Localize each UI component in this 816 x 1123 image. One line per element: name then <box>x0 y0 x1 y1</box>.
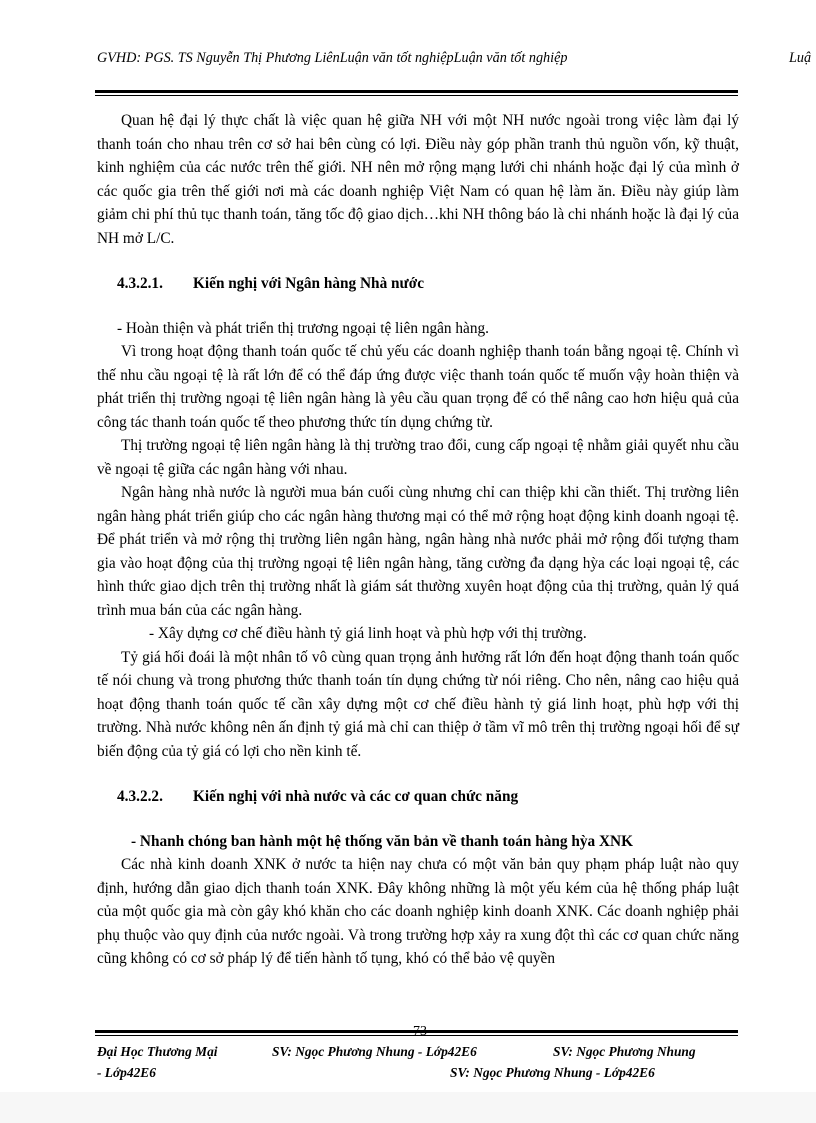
section-heading-4-3-2-2 <box>117 785 739 809</box>
paragraph-state-bank-role: Ngân hàng nhà nước là người mua bán cuối cùng nhưng chỉ can thiệp khi cần thiết. Thị trường liên ngân hàng phát triển giúp cho các ngân hàng thương mại có thể mở rộng hoạt động kinh doanh ngoại tệ. Để phát triển và mở rộng thị trường liên ngân hàng, ngân hàng nhà nước phải mở rộng đối tượng tham gia vào hoạt động của thị trường ngoại tệ liên ngân hàng, tăng cường đa dạng hỳa các loại ngoại tệ, các hình thức giao dịch trên thị trường nhất là giám sát thường xuyên hoạt động của thị trường, quản lý quá trình mua bán của các ngân hàng. <box>97 484 739 619</box>
paragraph-exchange-rate: Tỷ giá hối đoái là một nhân tố vô cùng quan trọng ảnh hưởng rất lớn đến hoạt động thanh toán quốc tế nói chung và trong phương thức thanh toán tín dụng chứng từ nói riêng. Cho nên, nâng cao hiệu quả hoạt động thanh toán quốc tế cần xây dựng một cơ chế điều hành tỷ giá linh hoạt, phù hợp với thị trường. Nhà nước không nên ấn định tỷ giá mà chỉ can thiệp ở tầm vĩ mô trên thị trường ngoại hối để sự biến động của tỷ giá có lợi cho nền kinh tế. <box>97 648 739 760</box>
paragraph-interbank-definition: Thị trường ngoại tệ liên ngân hàng là thị trường trao đổi, cung cấp ngoại tệ nhằm giải quyết nhu cầu về ngoại tệ giữa các ngân hàng với nhau. <box>97 437 739 478</box>
footer-rule-thick <box>95 1030 738 1033</box>
footer-student-3: SV: Ngọc Phương Nhung - Lớp42E6 <box>450 1065 655 1080</box>
section-heading-4-3-2-1 <box>117 272 739 296</box>
page-header <box>97 50 816 72</box>
section-title: Kiến nghị với nhà nước và các cơ quan chức năng <box>193 788 519 805</box>
paragraph-legal-framework: Các nhà kinh doanh XNK ở nước ta hiện nay chưa có một văn bản quy phạm pháp luật nào quy định, hướng dẫn giao dịch thanh toán XNK. Đây không những là một yếu kém của hệ thống pháp luật của một quốc gia mà còn gây khó khăn cho các doanh nghiệp kinh doanh XNK. Các doanh nghiệp phải phụ thuộc vào quy định của nước ngoài. Và trong trường hợp xảy ra xung đột thì các cơ quan chức năng cũng không có cơ sở pháp lý để tiến hành tố tụng, khó có thể bảo vệ quyền <box>97 856 739 967</box>
header-right-text: Luậ <box>789 50 812 66</box>
footer-student-2-continued: - Lớp42E6 <box>97 1065 156 1080</box>
page-footer <box>97 1041 757 1083</box>
footer-student-1: SV: Ngọc Phương Nhung - Lớp42E6 <box>272 1044 477 1059</box>
footer-school: Đại Học Thương Mại <box>97 1044 218 1059</box>
header-left-text: GVHD: PGS. TS Nguyễn Thị Phương LiênLuận văn tốt nghiệpLuận văn tốt nghiệp <box>97 50 568 66</box>
footer-rule-thin <box>95 1035 738 1036</box>
footer-student-2: SV: Ngọc Phương Nhung <box>553 1044 696 1059</box>
paragraph-foreign-currency-demand: Vì trong hoạt động thanh toán quốc tế chủ yếu các doanh nghiệp thanh toán bằng ngoại tệ. Chính vì thế nhu cầu ngoại tệ là rất lớn để có thể đáp ứng được việc thanh toán quốc tế muốn vậy hoàn thiện và phát triển thị trường ngoại tệ liên ngân hàng là yêu cầu quan trọng để có thể nâng cao hơn hiệu quả của công tác thanh toán quốc tế theo phương thức tín dụng chứng từ. <box>97 343 739 431</box>
header-rule-thick <box>95 90 738 93</box>
document-body <box>97 109 739 971</box>
page-bottom-margin <box>0 1092 816 1123</box>
section-number: 4.3.2.1. <box>117 275 163 292</box>
header-rule-thin <box>95 95 738 96</box>
section-number: 4.3.2.2. <box>117 788 163 805</box>
paragraph-agency-relation: Quan hệ đại lý thực chất là việc quan hệ giữa NH với một NH nước ngoài trong việc làm đại lý thanh toán cho nhau trên cơ sở hai bên cùng có lợi. Điều này góp phần tranh thủ nguồn vốn, kỹ thuật, kinh nghiệm của các nước trên thế giới. NH nên mở rộng mạng lưới chi nhánh hoặc đại lý của mình ở các quốc gia trên thế giới nơi mà các doanh nghiệp Việt Nam có quan hệ làm ăn. Điều này giúp làm giảm chi phí thủ tục thanh toán, tăng tốc độ giao dịch…khi NH thông báo là chi nhánh hoặc là đại lý của NH mở L/C. <box>97 112 739 247</box>
bullet-exchange-rate-mechanism: - Xây dựng cơ chế điều hành tỷ giá linh hoạt và phù hợp với thị trường. <box>149 625 587 642</box>
subheading-legal-documents: - Nhanh chóng ban hành một hệ thống văn bản về thanh toán hàng hỳa XNK <box>131 832 633 850</box>
bullet-interbank-market: - Hoàn thiện và phát triển thị trương ngoại tệ liên ngân hàng. <box>117 319 489 337</box>
section-title: Kiến nghị với Ngân hàng Nhà nước <box>193 275 424 292</box>
